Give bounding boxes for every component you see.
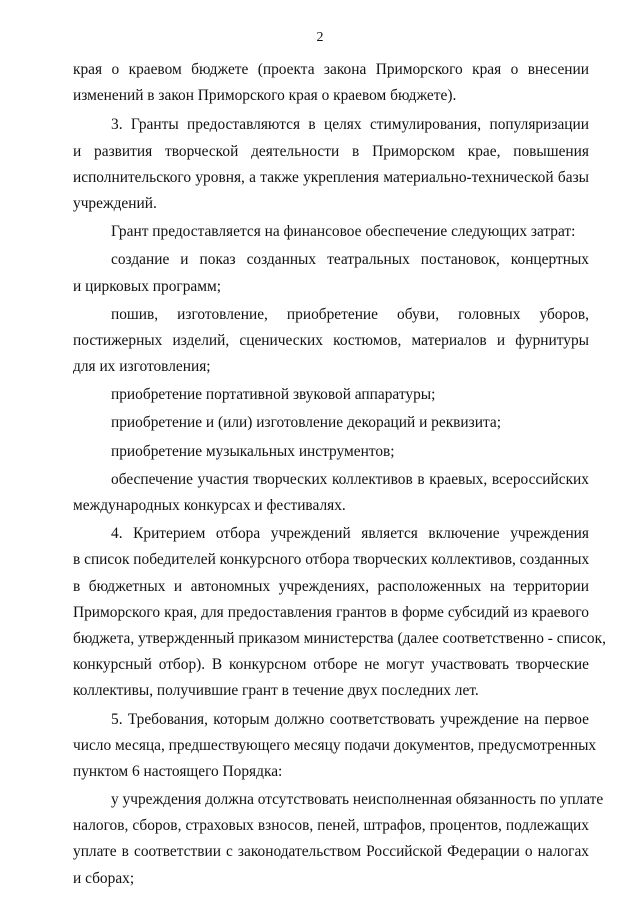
text-line: приобретение портативной звуковой аппаратуры; xyxy=(111,386,436,404)
text-line: для их изготовления; xyxy=(73,358,211,376)
text-line: пунктом 6 настоящего Порядка: xyxy=(73,762,283,780)
text-line: коллективы, получившие грант в течение двух последних лет. xyxy=(73,682,479,700)
document-body xyxy=(73,57,606,892)
text-line: уплате в соответствии с законодательством Российской Федерации о налогах xyxy=(73,843,589,861)
text-line: в список победителей конкурсного отбора творческих коллективов, созданных xyxy=(73,551,590,569)
text-line: приобретение и (или) изготовление декораций и реквизита; xyxy=(111,414,502,432)
text-line: и сборах; xyxy=(73,869,135,887)
text-line: Грант предоставляется на финансовое обеспечение следующих затрат: xyxy=(111,223,576,241)
text-line: бюджета, утвержденный приказом министерства (далее соответственно - список, xyxy=(73,629,606,647)
text-line: конкурсный отбор). В конкурсном отборе не могут участвовать творческие xyxy=(73,656,589,674)
text-line: изменений в закон Приморского края о краевом бюджете). xyxy=(73,87,457,105)
text-line: Приморского края, для предоставления грантов в форме субсидий из краевого xyxy=(73,603,589,621)
text-line: в бюджетных и автономных учреждениях, расположенных на территории xyxy=(73,577,589,595)
text-line: создание и показ созданных театральных постановок, концертных xyxy=(111,251,589,269)
text-line: число месяца, предшествующего месяцу подачи документов, предусмотренных xyxy=(73,736,597,754)
text-line: обеспечение участия творческих коллективов в краевых, всероссийских xyxy=(111,470,589,488)
text-line: приобретение музыкальных инструментов; xyxy=(111,442,395,460)
text-line: международных конкурсах и фестивалях. xyxy=(73,497,346,514)
text-line: 5. Требования, которым должно соответствовать учреждение на первое xyxy=(111,710,589,728)
page-number: 2 xyxy=(316,30,324,45)
text-line: учреждений. xyxy=(73,194,157,212)
text-line: 4. Критерием отбора учреждений является включение учреждения xyxy=(111,525,589,543)
text-line: 3. Гранты предоставляются в целях стимулирования, популяризации xyxy=(111,116,589,134)
text-line: пошив, изготовление, приобретение обуви, головных уборов, xyxy=(111,305,589,323)
text-line: постижерных изделий, сценических костюмов, материалов и фурнитуры xyxy=(73,331,589,349)
text-line: исполнительского уровня, а также укрепления материально-технической базы xyxy=(73,168,589,186)
text-line: и развития творческой деятельности в Приморском крае, повышения xyxy=(73,142,589,160)
text-line: налогов, сборов, страховых взносов, пеней, штрафов, процентов, подлежащих xyxy=(73,817,589,835)
text-line: у учреждения должна отсутствовать неисполненная обязанность по уплате xyxy=(111,791,604,809)
text-line: и цирковых программ; xyxy=(73,277,222,295)
text-line: края о краевом бюджете (проекта закона Приморского края о внесении xyxy=(73,61,589,78)
